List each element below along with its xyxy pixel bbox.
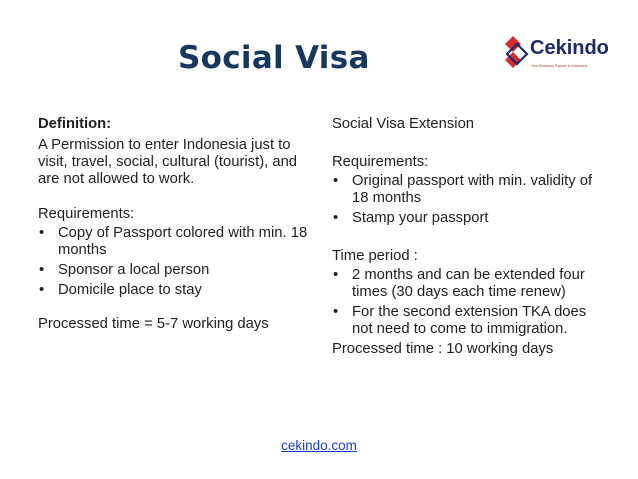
list-item: [332, 304, 594, 338]
bullet-icon: •: [333, 173, 339, 189]
list-item-text: Domicile place to stay: [58, 282, 202, 298]
requirements-heading: Requirements:: [38, 206, 135, 222]
processed-time: Processed time = 5-7 working days: [38, 316, 269, 332]
bullet-icon: •: [333, 304, 339, 320]
bullet-icon: •: [39, 262, 45, 278]
bullet-icon: •: [333, 210, 339, 226]
social-visa-column: [38, 116, 308, 333]
list-item-text: For the second extension TKA does not need to come to immigration.: [352, 304, 587, 337]
list-item: [332, 173, 594, 207]
definition-heading: Definition:: [38, 116, 112, 132]
time-period-list: [332, 267, 594, 338]
logo-wordmark: Cekindo: [530, 37, 609, 59]
cekindo-logo: [503, 32, 615, 78]
list-item: [332, 210, 594, 227]
extension-heading: Social Visa Extension: [332, 116, 475, 132]
list-item-text: Stamp your passport: [352, 210, 489, 226]
logo-mark-icon: [503, 34, 531, 70]
list-item-text: 2 months and can be extended four times (30 days each time renew): [352, 267, 585, 300]
bullet-icon: •: [39, 225, 45, 241]
extension-processed-time: Processed time : 10 working days: [332, 341, 554, 357]
definition-text: A Permission to enter Indonesia just to visit, travel, social, cultural (tourist), and are not allowed to work.: [38, 137, 298, 187]
list-item-text: Copy of Passport colored with min. 18 months: [58, 225, 308, 258]
list-item-text: Original passport with min. validity of 18 months: [352, 173, 593, 206]
time-period-heading: Time period :: [332, 248, 418, 264]
list-item: [38, 225, 308, 259]
extension-requirements-heading: Requirements:: [332, 154, 429, 170]
list-item-text: Sponsor a local person: [58, 262, 210, 278]
bullet-icon: •: [333, 267, 339, 283]
list-item: [38, 262, 308, 279]
requirements-list: [38, 225, 308, 299]
bullet-icon: •: [39, 282, 45, 298]
list-item: [38, 282, 308, 299]
slide-title: Social Visa: [178, 40, 370, 76]
extension-requirements-list: [332, 173, 594, 227]
extension-column: [332, 116, 594, 358]
footer-link[interactable]: cekindo.com: [281, 438, 357, 453]
logo-tagline: Your Business Partner in Indonesia: [531, 64, 588, 68]
list-item: [332, 267, 594, 301]
